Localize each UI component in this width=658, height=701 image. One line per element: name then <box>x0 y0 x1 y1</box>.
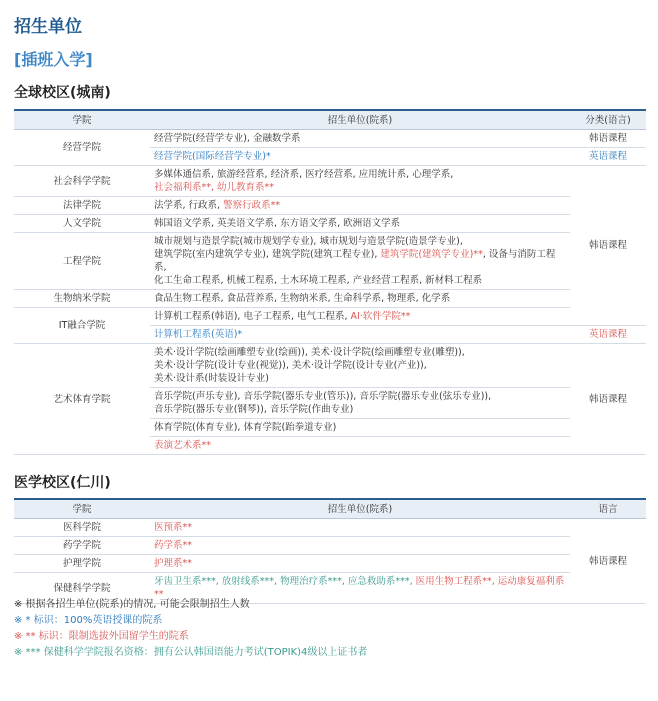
medical-campus-table <box>14 498 646 604</box>
units-text: 音乐学院(器乐专业(钢琴)), 音乐学院(作曲专业) <box>154 404 354 415</box>
lang-cell: 韩语课程 <box>570 519 646 604</box>
college-cell: 生物纳米学院 <box>14 290 150 308</box>
units-text: 城市规划与造景学院(城市规划学专业), 城市规划与造景学院(造景学专业), <box>154 236 463 247</box>
units-cell: 医预系** <box>150 519 570 537</box>
table-row <box>14 537 646 555</box>
units-text: 美术·设计学院(设计专业(视觉)), 美术·设计学院(设计专业(产业)), <box>154 360 427 371</box>
global-campus-heading: 全球校区(城南) <box>14 85 111 101</box>
units-text: 建筑学院(室内建筑学专业), 建筑学院(建筑工程专业), <box>154 249 381 260</box>
units-cell: 护理系** <box>150 555 570 573</box>
table-row <box>14 166 646 197</box>
note-quota: ※ 根据各招生单位(院系)的情况, 可能会限制招生人数 <box>14 599 250 610</box>
table-row <box>14 290 646 308</box>
units-cell <box>150 166 570 197</box>
units-cell <box>150 308 570 326</box>
table-row <box>14 308 646 326</box>
table-row <box>14 197 646 215</box>
college-cell: 经营学院 <box>14 130 150 166</box>
table-row <box>14 215 646 233</box>
units-cell <box>150 388 570 419</box>
global-campus-table <box>14 109 646 455</box>
units-cell <box>150 344 570 388</box>
table-row <box>14 233 646 290</box>
college-cell: 药学学院 <box>14 537 150 555</box>
table-row <box>14 130 646 148</box>
units-text-topik: 牙齿卫生系***, 放射线系***, 物理治疗系***, 应急救助系***, <box>154 576 416 587</box>
units-cell: 体育学院(体育专业), 体育学院(跆拳道专业) <box>150 419 570 437</box>
units-text: 化工生命工程系, 机械工程系, 土木环境工程系, 产业经营工程系, 新材料工程系 <box>154 275 483 286</box>
college-cell: 法律学院 <box>14 197 150 215</box>
header-units: 招生单位(院系) <box>150 499 570 519</box>
table-row <box>14 519 646 537</box>
units-cell: 韩国语文学系, 英美语文学系, 东方语文学系, 欧洲语文学系 <box>150 215 570 233</box>
units-text: 法学系, 行政系, <box>154 200 224 211</box>
units-cell: 药学系** <box>150 537 570 555</box>
college-cell: 医科学院 <box>14 519 150 537</box>
table-row <box>14 344 646 388</box>
units-text: 美术·设计学院(绘画雕塑专业(绘画)), 美术·设计学院(绘画雕塑专业(雕塑)), <box>154 347 465 358</box>
header-college: 学院 <box>14 110 150 130</box>
units-cell <box>150 233 570 290</box>
units-text-restricted: 社会福利系**, 幼儿教育系** <box>154 182 275 193</box>
header-college: 学院 <box>14 499 150 519</box>
header-units: 招生单位(院系) <box>150 110 570 130</box>
units-cell: 表演艺术系** <box>150 437 570 455</box>
header-lang: 分类(语言) <box>570 110 646 130</box>
medical-campus-heading: 医学校区(仁川) <box>14 475 111 491</box>
units-text: 美术·设计系(时装设计专业) <box>154 373 269 384</box>
units-text-restricted: , 运动康复福利系** <box>154 576 565 600</box>
note-restricted: ※ ** 标识：限制选拔外国留学生的院系 <box>14 631 189 642</box>
units-text-restricted: AI·软件学院** <box>350 311 411 322</box>
lang-cell: 韩语课程 <box>570 130 646 148</box>
units-cell <box>150 197 570 215</box>
note-english: ※ * 标识：100%英语授课的院系 <box>14 615 163 626</box>
notes <box>14 597 367 661</box>
units-cell: 经营学院(国际经营学专业)* <box>150 148 570 166</box>
table-header-row <box>14 499 646 519</box>
college-cell: 保健科学学院 <box>14 573 150 604</box>
units-text-restricted: 医用生物工程系** <box>415 576 492 587</box>
college-cell: 工程学院 <box>14 233 150 290</box>
college-cell: IT融合学院 <box>14 308 150 344</box>
college-cell: 护理学院 <box>14 555 150 573</box>
college-cell: 人文学院 <box>14 215 150 233</box>
lang-cell: 韩语课程 <box>570 344 646 455</box>
units-cell: 经营学院(经营学专业), 金融数学系 <box>150 130 570 148</box>
lang-cell: 英语课程 <box>570 326 646 344</box>
units-text: , 设备与消防工程系, <box>154 249 556 273</box>
note-topik: ※ *** 保健科学学院报名资格：拥有公认韩国语能力考试(TOPIK)4级以上证书者 <box>14 647 368 658</box>
units-text: 音乐学院(声乐专业), 音乐学院(器乐专业(管乐)), 音乐学院(器乐专业(弦乐专业)), <box>154 391 492 402</box>
units-cell: 食品生物工程系, 食品营养系, 生物纳米系, 生命科学系, 物理系, 化学系 <box>150 290 570 308</box>
units-text-restricted: 警察行政系** <box>223 200 281 211</box>
lang-cell: 英语课程 <box>570 148 646 166</box>
units-cell: 计算机工程系(英语)* <box>150 326 570 344</box>
page-subtitle: [插班入学] <box>14 50 93 69</box>
table-header-row <box>14 110 646 130</box>
units-text-restricted: 建筑学院(建筑学专业)** <box>380 249 483 260</box>
units-text: 计算机工程系(韩语), 电子工程系, 电气工程系, <box>154 311 351 322</box>
college-cell: 社会科学学院 <box>14 166 150 197</box>
header-lang: 语言 <box>570 499 646 519</box>
lang-cell: 韩语课程 <box>570 166 646 326</box>
page-title: 招生单位 <box>14 17 82 37</box>
table-row <box>14 555 646 573</box>
units-text: 多媒体通信系, 旅游经营系, 经济系, 医疗经营系, 应用统计系, 心理学系, <box>154 169 454 180</box>
college-cell: 艺术体育学院 <box>14 344 150 455</box>
